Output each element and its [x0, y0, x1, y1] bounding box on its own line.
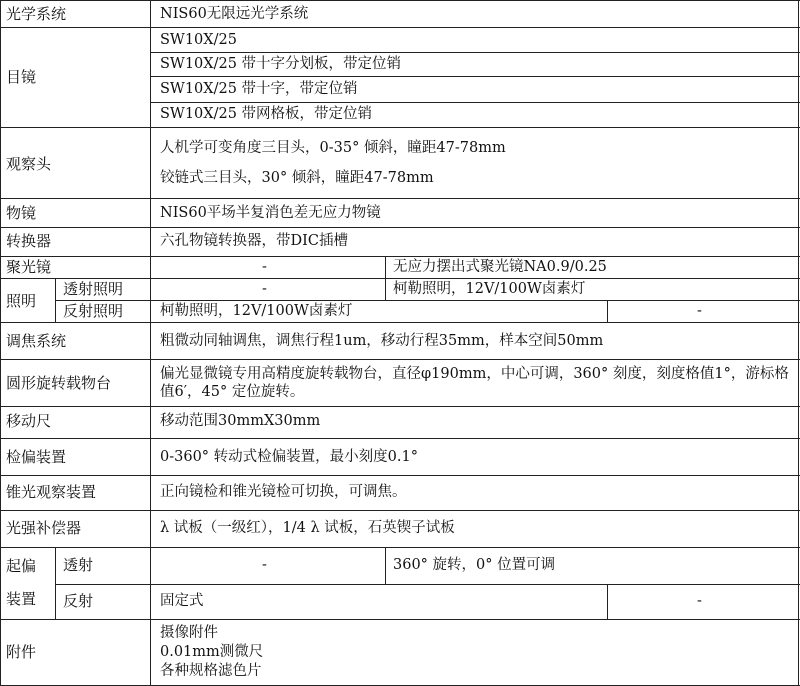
- row-line: [55, 584, 800, 585]
- value-polarizer-reflected-col2: -: [697, 593, 702, 609]
- value-nosepiece: 六孔物镜转换器，带DIC插槽: [160, 233, 348, 249]
- label-compensator: 光强补偿器: [6, 519, 82, 537]
- value-mover: 移动范围30mmX30mm: [160, 413, 321, 429]
- label-reflected-illumination: 反射照明: [63, 302, 124, 320]
- value-transmitted-illum-col2: 柯勒照明，12V/100W卤素灯: [393, 281, 586, 297]
- value-objective: NIS60平场半复消色差无应力物镜: [160, 205, 381, 221]
- value-condenser-reflected: 无应力摆出式聚光镜NA0.9/0.25: [393, 259, 607, 275]
- label-conoscope: 锥光观察装置: [6, 483, 97, 501]
- row-line: [150, 76, 800, 77]
- label-transmitted-illumination: 透射照明: [63, 280, 124, 298]
- value-head-1: 人机学可变角度三目头，0-35° 倾斜，瞳距47-78mm: [160, 140, 506, 156]
- label-analyzer: 检偏装置: [6, 448, 67, 466]
- value-polarizer-transmitted-col2: 360° 旋转，0° 位置可调: [393, 557, 556, 573]
- label-focus-system: 调焦系统: [6, 332, 67, 350]
- value-head-2: 铰链式三目头，30° 倾斜，瞳距47-78mm: [160, 170, 434, 186]
- value-focus-system: 粗微动同轴调焦，调焦行程1um，移动行程35mm，样本空间50mm: [160, 333, 604, 349]
- label-objective: 物镜: [6, 204, 37, 222]
- value-conoscope: 正向镜检和锥光镜检可切换，可调焦。: [160, 484, 407, 500]
- row-line: [0, 619, 800, 620]
- border-top: [0, 0, 800, 1]
- label-rotating-stage: 圆形旋转载物台: [6, 374, 112, 392]
- row-line: [0, 406, 800, 407]
- row-line: [0, 322, 800, 323]
- value-eyepiece-3: SW10X/25 带十字，带定位销: [160, 81, 358, 97]
- label-condenser: 聚光镜: [6, 258, 52, 276]
- col-divider-mid-illum2: [607, 300, 608, 322]
- label-mover: 移动尺: [6, 412, 52, 430]
- label-polarizer-transmitted: 透射: [63, 556, 94, 574]
- row-line: [0, 227, 800, 228]
- row-line: [0, 475, 800, 476]
- value-eyepiece-4: SW10X/25 带网格板，带定位销: [160, 106, 373, 122]
- value-polarizer-reflected-col1: 固定式: [160, 593, 204, 609]
- value-optical-system: NIS60无限远光学系统: [160, 6, 309, 22]
- border-left: [0, 0, 1, 686]
- row-line: [0, 510, 800, 511]
- value-polarizer-transmitted-col1: -: [262, 557, 267, 573]
- label-nosepiece: 转换器: [6, 232, 52, 250]
- row-line: [0, 127, 800, 128]
- row-line: [0, 359, 800, 360]
- row-line: [0, 256, 800, 257]
- label-polarizer-reflected: 反射: [63, 592, 94, 610]
- row-line: [0, 278, 800, 279]
- row-line: [150, 52, 800, 53]
- label-polarizer-line2: 装置: [6, 590, 37, 608]
- col-divider-sub-polar: [55, 547, 56, 619]
- row-line: [0, 198, 800, 199]
- label-illumination: 照明: [6, 292, 37, 310]
- value-condenser-transmitted: -: [262, 259, 267, 275]
- row-line: [55, 300, 800, 301]
- row-line: [0, 438, 800, 439]
- label-eyepiece: 目镜: [6, 68, 37, 86]
- value-analyzer: 0-360° 转动式检偏装置，最小刻度0.1°: [160, 449, 418, 465]
- value-eyepiece-2: SW10X/25 带十字分划板，带定位销: [160, 56, 402, 72]
- value-transmitted-illum-col1: -: [262, 281, 267, 297]
- value-accessory-1: 摄像附件: [160, 625, 218, 641]
- row-line: [0, 547, 800, 548]
- value-reflected-illum-col2: -: [697, 303, 702, 319]
- col-divider-mid-polar2: [607, 584, 608, 619]
- value-reflected-illum-col1: 柯勒照明，12V/100W卤素灯: [160, 303, 353, 319]
- value-eyepiece-1: SW10X/25: [160, 32, 237, 48]
- label-accessories: 附件: [6, 643, 37, 661]
- row-line: [0, 27, 800, 28]
- row-line: [150, 102, 800, 103]
- value-compensator: λ 试板（一级红），1/4 λ 试板，石英锲子试板: [160, 520, 455, 536]
- label-observation-head: 观察头: [6, 155, 52, 173]
- value-accessory-2: 0.01mm测微尺: [160, 644, 264, 660]
- label-polarizer-line1: 起偏: [6, 557, 37, 575]
- col-divider-mid-polar1: [385, 547, 386, 584]
- value-accessory-3: 各种规格滤色片: [160, 663, 262, 679]
- label-optical-system: 光学系统: [6, 5, 67, 23]
- value-rotating-stage: 偏光显微镜专用高精度旋转载物台，直径φ190mm，中心可调，360° 刻度，刻度格值1°，游标格值6′，45° 定位旋转。: [160, 366, 789, 400]
